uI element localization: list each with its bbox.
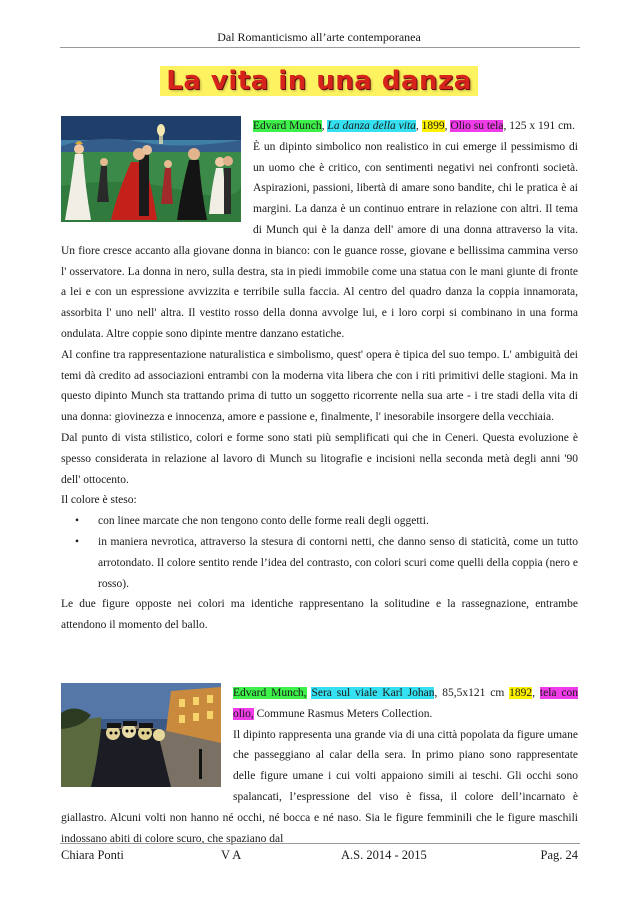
- painting-karl-johan-illustration: [61, 683, 221, 787]
- painting-karl-johan-image: [61, 683, 221, 787]
- artwork1-artist: Edvard Munch: [253, 120, 322, 132]
- artwork2-year: 1892: [509, 687, 533, 699]
- artwork1-title: La danza della vita: [327, 120, 416, 132]
- artwork1-paragraph-2: Al confine tra rappresentazione naturalistica e simbolismo, quest' opera è tipica del suo tempo. L' ambiguità dei temi dà credito ad associazioni entrambi con la moderna vita libera che con i riti primitivi delle stagioni. Ma in questo dipinto Munch sta trattando prima di tutto un soggetto ricorrente nella sua arte - i tre stadi della vita di una donna: giovinezza e innocenza, amore e passione e, finalmente, l' inesorabile insorgere della vecchiaia.: [61, 348, 578, 424]
- color-technique-list: [61, 511, 578, 594]
- artwork1-closing-paragraph: Le due figure opposte nei colori ma identiche rappresentano la solitudine e la rassegnazione, entrambe attendono il momento del ballo.: [61, 598, 578, 632]
- artwork2-section: Edvard Munch, Sera sul viale Karl Johan, 85,5x121 cm 1892, tela con olio, Commune Rasmus Meters Collection. Il dipinto rappresenta una grande via di una città popolata da figure umane che passeggiano al calar della sera. In primo piano sono rappresentate delle figure umane i cui volti appaiono simili ai teschi. Gli occhi sono spalancati, l’espressione del viso è fissa, il colore dell’incarnato è giallastro. Alcuni volti non hanno né occhi, né bocca e né naso. Sia le figure femminili che le figure maschili indossano abiti di colore scuro, che spaziano dal: [61, 683, 578, 849]
- page-header: Dal Romanticismo all’arte contemporanea: [217, 30, 421, 44]
- artwork2-paragraph: Il dipinto rappresenta una grande via di una città popolata da figure umane che passeggiano al calar della sera. In primo piano sono rappresentate delle figure umane i cui volti appaiono simili ai teschi. Gli occhi sono spalancati, l’espressione del viso è fissa, il colore dell’incarnato è giallastro. Alcuni volti non hanno né occhi, né bocca e né naso. Sia le figure femminili che le figure maschili indossano abiti di colore scuro, che spaziano dal: [61, 728, 578, 845]
- painting-dance-of-life-illustration: [61, 116, 241, 222]
- footer-author: Chiara Ponti: [61, 848, 124, 862]
- artwork2-size: , 85,5x121 cm: [434, 687, 510, 699]
- list-item: • in maniera nevrotica, attraverso la stesura di contorni netti, che danno senso di staticità, come un tutto arrotondato. Il colore sentito rende l’idea del contrasto, con colori scuri come quelli della coppia (nero e rosso).: [61, 532, 578, 594]
- artwork2-title: Sera sul viale Karl Johan: [311, 687, 435, 699]
- page-title: [0, 66, 638, 96]
- footer-page-number: Pag. 24: [540, 848, 578, 862]
- footer-school-year: A.S. 2014 - 2015: [341, 848, 427, 862]
- page-title-text: La vita in una danza: [160, 66, 477, 96]
- artwork1-year: 1899: [421, 120, 445, 132]
- artwork1-paragraph-4: Il colore è steso:: [61, 494, 137, 507]
- footer-divider: [60, 843, 580, 844]
- footer-class: V A: [221, 848, 242, 862]
- artwork1-paragraph-3: Dal punto di vista stilistico, colori e forme sono stati più semplificati qui che in Ceneri. Questa evoluzione è spesso considerata in relazione al lavoro di Munch su litografie e incisioni nella seconda metà degli anni '90 dell' ottocento.: [61, 431, 578, 486]
- artwork1-paragraph-1: È un dipinto simbolico non realistico in cui emerge il pessimismo di un uomo che è critico, con sentimenti negativi nei confronti società. Aspirazioni, passioni, libertà di amare sono bandite, chi le pratica è ai margini. La danza è un continuo entrare in relazione con altri. Il tema di Munch qui è la danza dell' amore di una donna attraverso la vita. Un fiore cresce accanto alla giovane donna in bianco: con le guance rosse, giovane e bellissima cammina verso l' osservatore. La donna in nero, sulla destra, sta in piedi immobile come una statua con le mani giunte di fronte a lei e con un espressione avvizzita e terribile sulla faccia. Al centro del quadro danza la coppia innamorata, assorbita l' uno nell' altra. Il vestito rosso della donna avvolge lui, e i loro corpi si combinano in una forma ondulata. Altre coppie sono dipinte mentre danzano estatiche.: [61, 140, 578, 340]
- artwork2-artist: Edvard Munch,: [233, 687, 307, 699]
- list-item: • con linee marcate che non tengono conto delle forme reali degli oggetti.: [61, 511, 578, 532]
- painting-dance-of-life-image: [61, 116, 241, 222]
- artwork1-section: Edvard Munch, La danza della vita, 1899, Olio su tela, 125 x 191 cm. È un dipinto simbolico non realistico in cui emerge il pessimismo di un uomo che è critico, con sentimenti negativi nei confronti società. Aspirazioni, passioni, libertà di amare sono bandite, chi le pratica è ai margini. La danza è un continuo entrare in relazione con altri. Il tema di Munch qui è la danza dell' amore di una donna attraverso la vita. Un fiore cresce accanto alla giovane donna in bianco: con le guance rosse, giovane e bellissima cammina verso l' osservatore. La donna in nero, sulla destra, sta in piedi immobile come una statua con le mani giunte di fronte a lei e con un espressione avvizzita e terribile sulla faccia. Al centro del quadro danza la coppia innamorata, assorbita l' uno nell' altra. Il vestito rosso della donna avvolge lui, e i loro corpi si combinano in una forma ondulata. Altre coppie sono dipinte mentre danzano estatiche. Al confine tra rappresentazione naturalistica e simbolismo, quest' opera è tipica del suo tempo. L' ambiguità dei temi dà credito ad associazioni entrambi con la moderna vita libera che con i riti primitivi delle stagioni. Ma in questo dipinto Munch sta trattando prima di tutto un soggetto ricorrente nella sua arte - i tre stadi della vita di una donna: giovinezza e innocenza, amore e passione e, finalmente, l' inesorabile insorgere della vecchiaia. Dal punto di vista stilistico, colori e forme sono stati più semplificati qui che in Ceneri. Questa evoluzione è spesso considerata in relazione al lavoro di Munch su litografie e incisioni nella seconda metà degli anni '90 dell' ottocento. Il colore è steso: • con linee marcate che non tengono conto delle forme reali degli oggetti. • in maniera nevrotica, attraverso la stesura di contorni netti, che danno senso di staticità, come un tutto arrotondato. Il colore sentito rende l’idea del contrasto, con colori scuri come quelli della coppia (nero e rosso). Le due figure opposte nei colori ma identiche rappresentano la solitudine e la rassegnazione, entrambe attendono il momento del ballo.: [61, 116, 578, 636]
- artwork2-collection: Commune Rasmus Meters Collection.: [256, 707, 433, 720]
- artwork1-medium: Olio su tela: [450, 120, 504, 132]
- artwork1-size: , 125 x 191 cm.: [503, 120, 576, 132]
- artwork2-medium: tela con olio,: [233, 687, 579, 720]
- header-divider: [60, 47, 580, 48]
